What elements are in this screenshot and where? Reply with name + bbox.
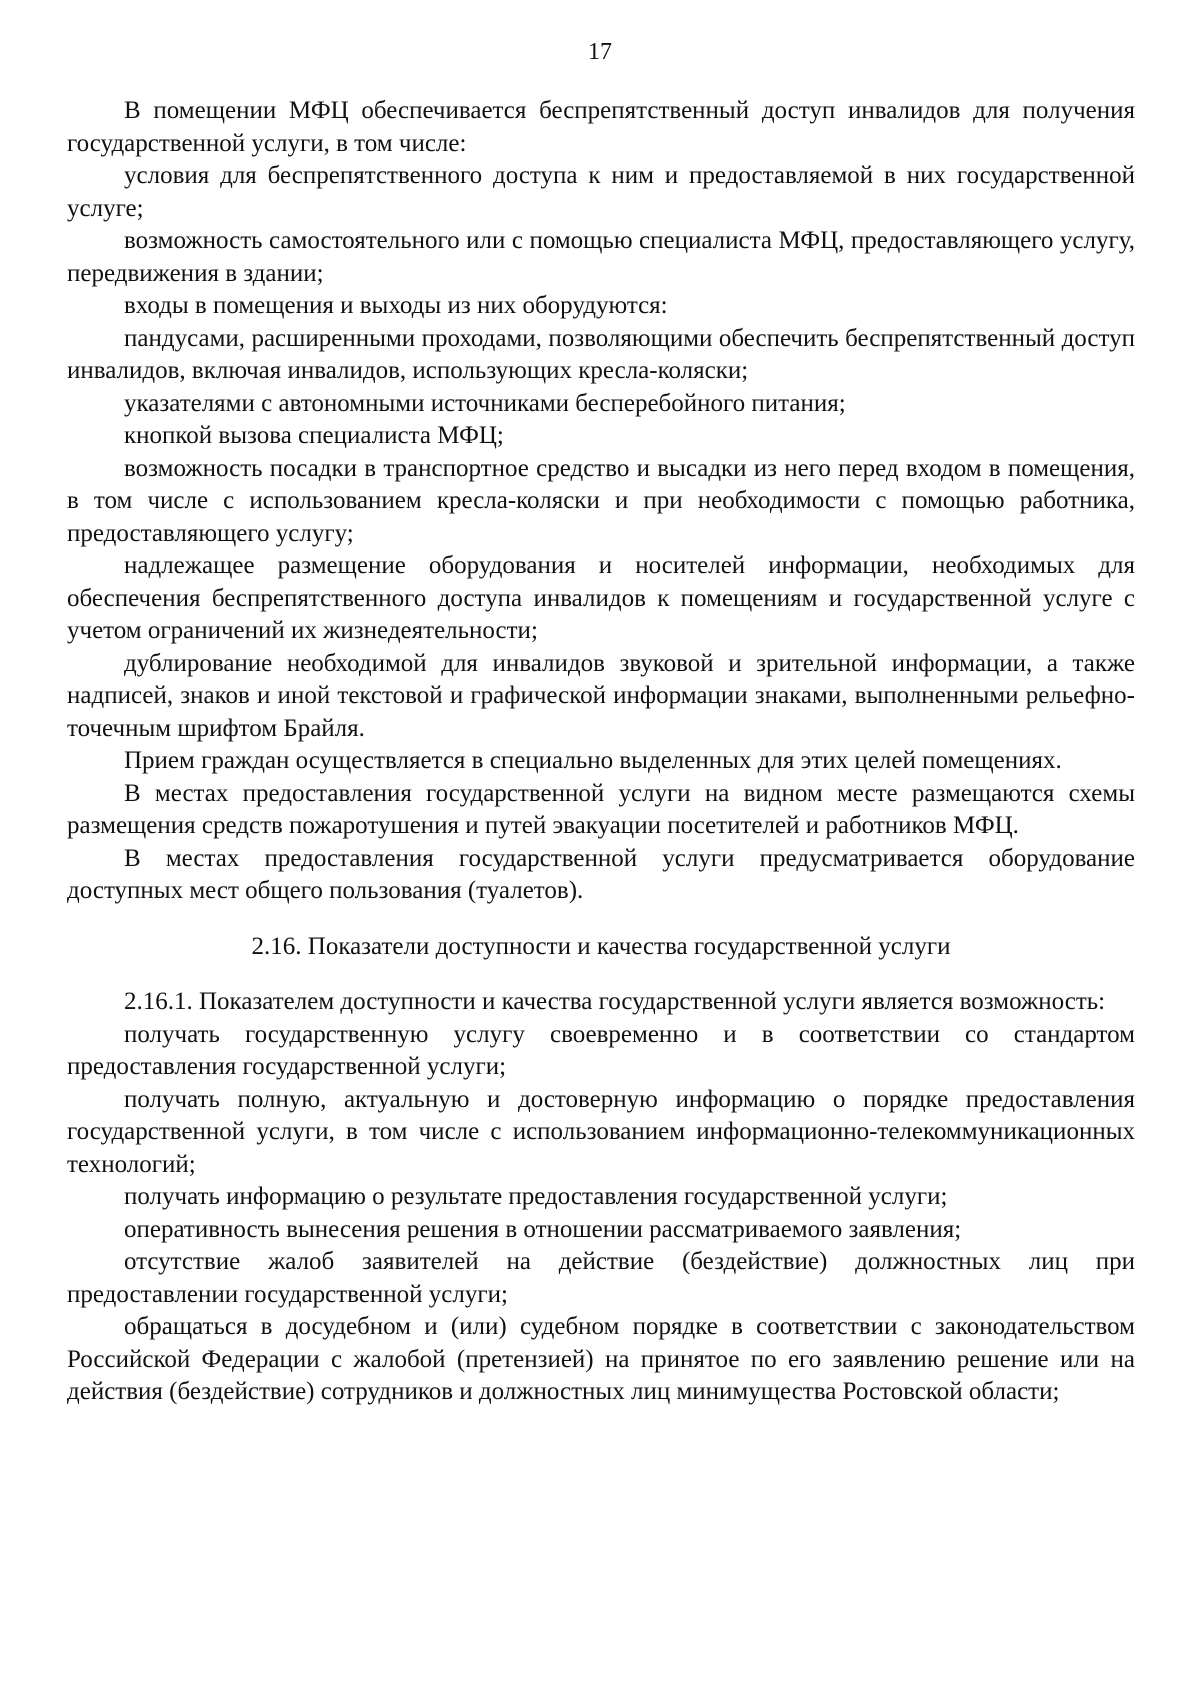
section-heading-block	[67, 908, 1135, 987]
paragraph: получать полную, актуальную и достоверную информацию о порядке предоставления государственной услуги, в том числе с использованием информационно-телекоммуникационных технологий;	[67, 1085, 1135, 1178]
paragraph: кнопкой вызова специалиста МФЦ;	[124, 422, 504, 449]
paragraph: оперативность вынесения решения в отношении рассматриваемого заявления;	[124, 1215, 962, 1243]
paragraph: входы в помещения и выходы из них оборудуются:	[124, 292, 668, 319]
paragraph: обращаться в досудебном и (или) судебном порядке в соответствии с законодательством Российской Федерации с жалобой (претензией) на принятое по его заявлению решение или на действия (бездействие) сотрудников и должностных лиц минимущества Ростовской области;	[67, 1313, 1135, 1405]
paragraph: получать информацию о результате предоставления государственной услуги;	[124, 1183, 948, 1210]
section-heading: 2.16. Показатели доступности и качества государственной услуги	[251, 932, 951, 960]
paragraph: 2.16.1. Показателем доступности и качества государственной услуги является возможность:	[124, 988, 1106, 1015]
paragraph: возможность посадки в транспортное средство и высадки из него перед входом в помещения, в том числе с использованием кресла-коляски и при необходимости с помощью работника, предоставляющего услугу;	[67, 454, 1135, 547]
paragraph: В помещении МФЦ обеспечивается беспрепятственный доступ инвалидов для получения государственной услуги, в том числе:	[67, 97, 1135, 157]
paragraph: получать государственную услугу своевременно и в соответствии со стандартом предоставления государственной услуги;	[67, 1020, 1135, 1080]
paragraph: условия для беспрепятственного доступа к ним и предоставляемой в них государственной услуге;	[67, 162, 1135, 222]
paragraph: В местах предоставления государственной услуги на видном месте размещаются схемы размещения средств пожаротушения и путей эвакуации посетителей и работников МФЦ.	[67, 779, 1135, 839]
paragraph: возможность самостоятельного или с помощью специалиста МФЦ, предоставляющего услугу, передвижения в здании;	[67, 227, 1135, 287]
paragraph: пандусами, расширенными проходами, позволяющими обеспечить беспрепятственный доступ инвалидов, включая инвалидов, использующих кресла-коляски;	[67, 324, 1135, 384]
paragraph: В местах предоставления государственной услуги предусматривается оборудование доступных мест общего пользования (туалетов).	[67, 844, 1135, 904]
paragraph: надлежащее размещение оборудования и носителей информации, необходимых для обеспечения беспрепятственного доступа инвалидов к помещениям и государственной услуге с учетом ограничений их жизнедеятельности;	[67, 552, 1135, 644]
paragraph: отсутствие жалоб заявителей на действие (бездействие) должностных лиц при предоставлении государственной услуги;	[67, 1248, 1135, 1308]
paragraph: указателями с автономными источниками бесперебойного питания;	[124, 389, 846, 417]
document-body	[67, 95, 1135, 1409]
page-number: 17	[588, 39, 612, 65]
paragraph: дублирование необходимой для инвалидов звуковой и зрительной информации, а также надписей, знаков и иной текстовой и графической информации знаками, выполненными рельефно-точечным шрифтом Брайля.	[67, 649, 1135, 742]
paragraph: Прием граждан осуществляется в специально выделенных для этих целей помещениях.	[124, 747, 1062, 774]
